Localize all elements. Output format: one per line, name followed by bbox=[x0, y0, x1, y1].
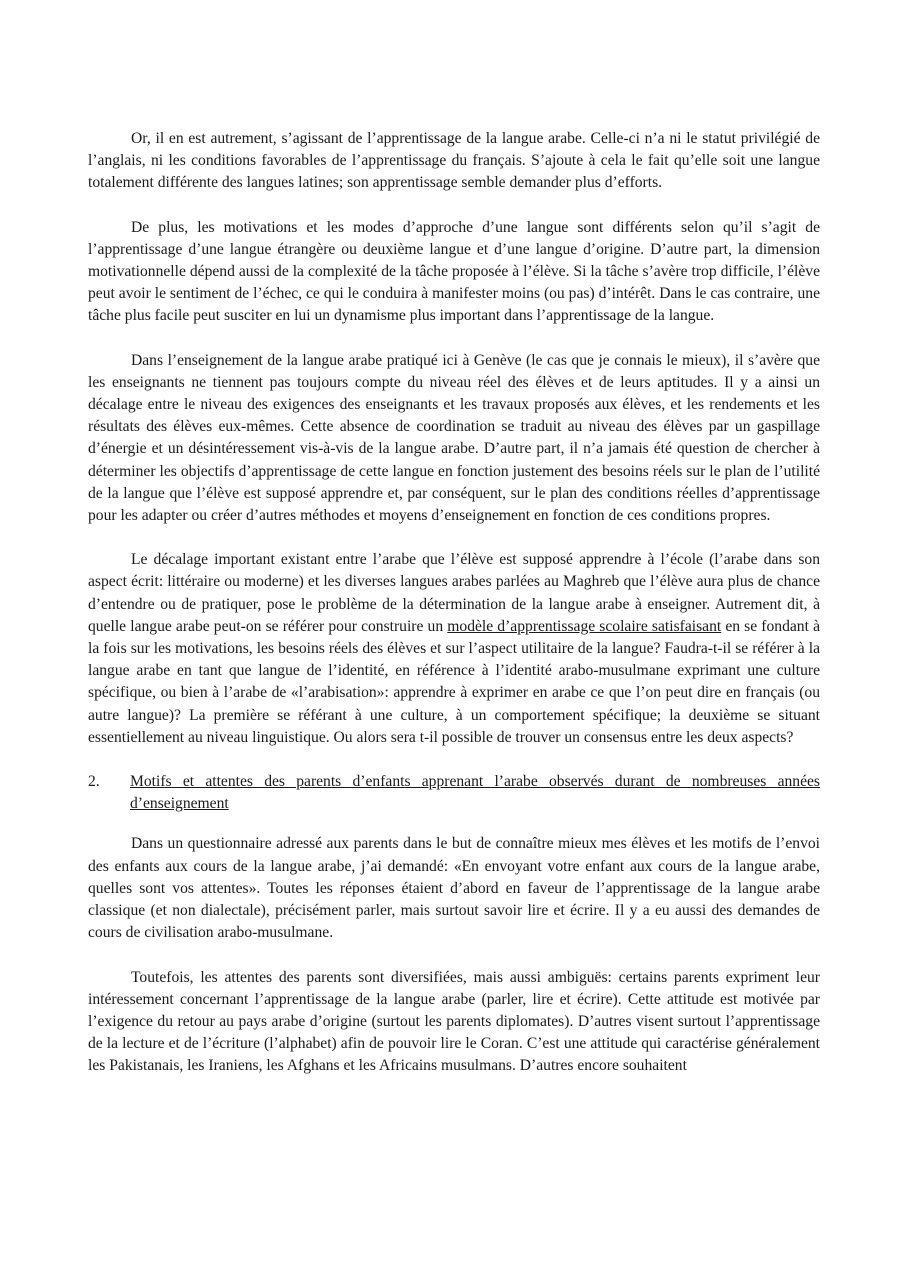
paragraph-arabic-status: Or, il en est autrement, s’agissant de l’apprentissage de la langue arabe. Celle-ci n’a ni le statut privilégié de l’anglais, ni les conditions favorables de l’apprentissage du français. S’ajoute à cela le fait qu’elle soit une langue totalement différente des langues latines; son apprentissage semble demander plus d’efforts. bbox=[88, 130, 820, 192]
paragraph-language-gap-part2: en se fondant à la fois sur les motivations, les besoins réels des élèves et sur l’aspect utilitaire de la langue? Faudra-t-il se référer à la langue arabe en tant que langue de l’identité, en référence à l’identité arabo-musulmane exprimant une culture spécifique, ou bien à l’arabe de «l’arabisation»: apprendre à exprimer en arabe ce que l’on peut dire en français (ou autre langue)? La première se référant à une culture, à un comportement spécifique; la deuxième se situant essentiellement au niveau linguistique. Ou alors sera t-il possible de trouver un consensus entre les deux aspects? bbox=[88, 617, 820, 746]
paragraph-questionnaire: Dans un questionnaire adressé aux parents dans le but de connaître mieux mes élèves et les motifs de l’envoi des enfants aux cours de la langue arabe, j’ai demandé: «En envoyant votre enfant aux cours de la langue arabe, quelles sont vos attentes». Toutes les réponses étaient d’abord en faveur de l’apprentissage de la langue arabe classique (et non dialectale), précisément parler, mais surtout savoir lire et écrire. Il y a eu aussi des demandes de cours de civilisation arabo-musulmane. bbox=[88, 835, 820, 942]
paragraph-parent-expectations: Toutefois, les attentes des parents sont diversifiées, mais aussi ambiguës: certains parents expriment leur intéressement concernant l’apprentissage de la langue arabe (parler, lire et écrire). Cette attitude est motivée par l’exigence du retour au pays arabe d’origine (surtout les parents diplomates). D’autres visent surtout l’apprentissage de la lecture et de l’écriture (l’alphabet) afin de pouvoir lire le Coran. C’est une attitude qui caractérise généralement les Pakistanais, les Iraniens, les Afghans et les Africains musulmans. D’autres encore souhaitent bbox=[88, 968, 820, 1075]
section-title: Motifs et attentes des parents d’enfants apprenant l’arabe observés durant de nombreuses années d’enseignement bbox=[130, 773, 820, 813]
paragraph-language-gap bbox=[88, 549, 820, 749]
section-heading bbox=[88, 771, 820, 815]
paragraph-motivations: De plus, les motivations et les modes d’approche d’une langue sont différents selon qu’il s’agit de l’apprentissage d’une langue étrangère ou deuxième langue et d’une langue d’origine. D’autre part, la dimension motivationnelle dépend aussi de la complexité de la tâche proposée à l’élève. Si la tâche s’avère trop difficile, l’élève peut avoir le sentiment de l’échec, ce qui le conduira à manifester moins (ou pas) d’intérêt. Dans le cas contraire, une tâche plus facile peut susciter en lui un dynamisme plus important dans l’apprentissage de la langue. bbox=[88, 218, 820, 325]
paragraph-language-gap-part1: Le décalage important existant entre l’arabe que l’élève est supposé apprendre à l’école (l’arabe dans son aspect écrit: littéraire ou moderne) et les diverses langues arabes parlées au Maghreb que l’élève aura plus de chance d’entendre ou de pratiquer, pose le problème de la détermination de la langue arabe à enseigner. Autrement dit, à quelle langue arabe peut-on se référer pour construire un bbox=[88, 551, 820, 635]
paragraph-geneva-teaching: Dans l’enseignement de la langue arabe pratiqué ici à Genève (le cas que je connais le mieux), il s’avère que les enseignants ne tiennent pas toujours compte du niveau réel des élèves et de leurs aptitudes. Il y a ainsi un décalage entre le niveau des exigences des enseignants et les travaux proposés aux élèves, et les rendements et les résultats des élèves eux-mêmes. Cette absence de coordination se traduit au niveau des élèves par un gaspillage d’énergie et un désintéressement vis-à-vis de la langue arabe. D’autre part, il n’a jamais été question de chercher à déterminer les objectifs d’apprentissage de cette langue en fonction justement des besoins réels sur le plan de l’utilité de la langue que l’élève est supposé apprendre et, par conséquent, sur le plan des conditions réelles d’apprentissage pour les adapter ou créer d’autres méthodes et moyens d’enseignement en fonction de ces conditions propres. bbox=[88, 351, 820, 525]
underlined-model-phrase: modèle d’apprentissage scolaire satisfaisant bbox=[447, 617, 722, 635]
document-page bbox=[88, 128, 820, 1100]
section-number: 2. bbox=[88, 773, 100, 791]
